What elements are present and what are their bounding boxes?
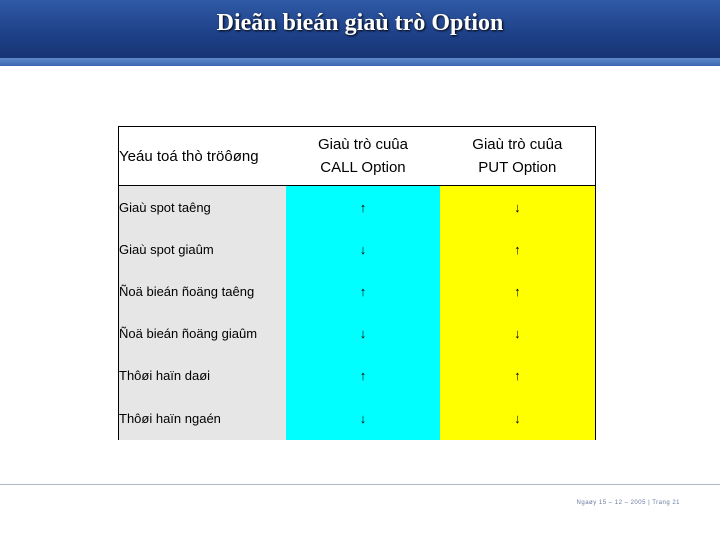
call-arrow-icon: ↓ bbox=[286, 396, 439, 440]
row-label: Ñoä bieán ñoäng taêng bbox=[119, 270, 287, 312]
table-row bbox=[119, 354, 596, 396]
header-market-factor: Yeáu toá thò tröôøng bbox=[119, 127, 287, 186]
table-row bbox=[119, 312, 596, 354]
option-value-table bbox=[118, 126, 596, 440]
slide-title: Dieãn bieán giaù trò Option bbox=[216, 10, 504, 36]
table-row bbox=[119, 396, 596, 440]
table-row bbox=[119, 186, 596, 229]
put-arrow-icon: ↑ bbox=[440, 228, 596, 270]
table-row bbox=[119, 228, 596, 270]
row-label: Thôøi haïn ngaén bbox=[119, 396, 287, 440]
put-arrow-icon: ↓ bbox=[440, 396, 596, 440]
put-arrow-icon: ↓ bbox=[440, 312, 596, 354]
put-arrow-icon: ↑ bbox=[440, 354, 596, 396]
call-arrow-icon: ↓ bbox=[286, 312, 439, 354]
call-arrow-icon: ↓ bbox=[286, 228, 439, 270]
row-label: Giaù spot giaûm bbox=[119, 228, 287, 270]
header-call-line1: Giaù trò cuûa bbox=[317, 136, 408, 153]
footer-divider bbox=[0, 484, 720, 485]
header-put-option bbox=[440, 127, 596, 186]
call-arrow-icon: ↑ bbox=[286, 354, 439, 396]
table-row bbox=[119, 270, 596, 312]
table-header-row bbox=[119, 127, 596, 186]
row-label: Giaù spot taêng bbox=[119, 186, 287, 229]
row-label: Ñoä bieán ñoäng giaûm bbox=[119, 312, 287, 354]
footer-date-page: Ngaøy 15 – 12 – 2005 | Trang 21 bbox=[576, 500, 680, 506]
row-label: Thôøi haïn daøi bbox=[119, 354, 287, 396]
header-call-option bbox=[286, 127, 439, 186]
header-call-line2: CALL Option bbox=[320, 159, 406, 176]
call-arrow-icon: ↑ bbox=[286, 186, 439, 229]
header-put-line1: Giaù trò cuûa bbox=[472, 136, 563, 153]
put-arrow-icon: ↑ bbox=[440, 270, 596, 312]
header-put-line2: PUT Option bbox=[478, 159, 557, 176]
call-arrow-icon: ↑ bbox=[286, 270, 439, 312]
put-arrow-icon: ↓ bbox=[440, 186, 596, 229]
